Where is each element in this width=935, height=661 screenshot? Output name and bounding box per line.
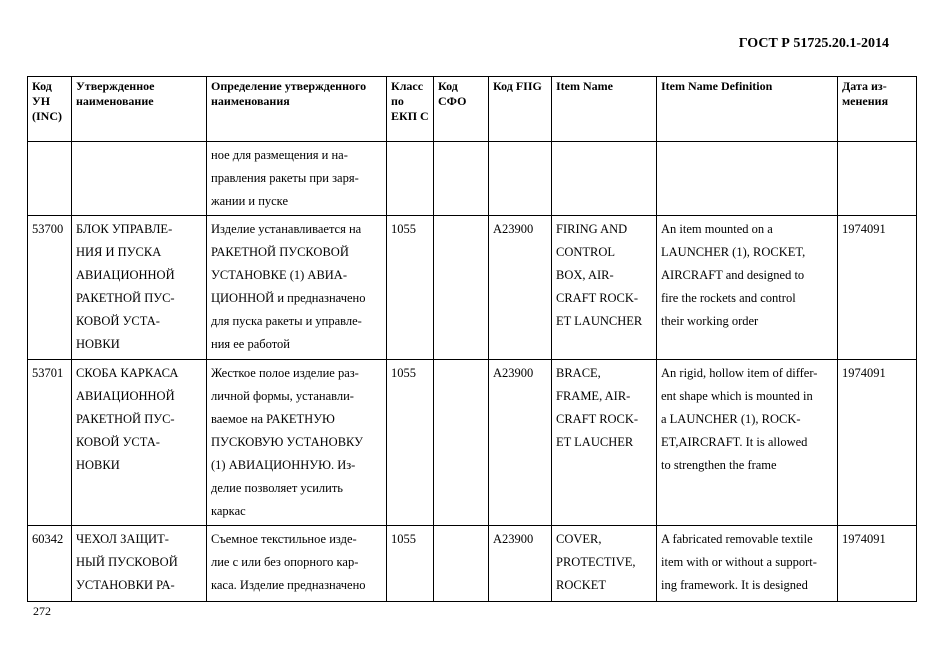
column-header: Код СФО (434, 77, 489, 142)
column-header: Определение утвержденного наименования (207, 77, 387, 142)
cell-line: BRACE, (556, 366, 601, 380)
cell-line: РАКЕТНОЙ ПУС- (76, 291, 175, 305)
cell-definition (207, 526, 387, 602)
column-header: Класс по ЕКП С (387, 77, 434, 142)
cell-line: LAUNCHER (1), ROCKET, (661, 245, 806, 259)
cell-line: BOX, AIR- (556, 268, 614, 282)
cell-fiig: A23900 (489, 360, 552, 526)
cell-class: 1055 (387, 360, 434, 526)
cell-line: каркас (211, 504, 246, 518)
cell-line: Жесткое полое изделие раз- (211, 366, 359, 380)
cell-line: делие позволяет усилить (211, 481, 343, 495)
cell-line: ET LAUCHER (556, 435, 634, 449)
cell-line: ное для размещения и на- (211, 148, 348, 162)
cell-line: ваемое на РАКЕТНУЮ (211, 412, 335, 426)
cell-line: каса. Изделие предназначено (211, 578, 366, 592)
cell-inc: 53700 (28, 216, 72, 360)
cell-line: НОВКИ (76, 337, 120, 351)
cell-item-def (657, 360, 838, 526)
column-header: Утвержденное наименование (72, 77, 207, 142)
cell-line: ET,AIRCRAFT. It is allowed (661, 435, 808, 449)
cell-name (72, 142, 207, 216)
cell-line: ПУСКОВУЮ УСТАНОВКУ (211, 435, 363, 449)
cell-line: для пуска ракеты и управле- (211, 314, 362, 328)
cell-line: личной формы, устанавли- (211, 389, 354, 403)
cell-inc (28, 142, 72, 216)
cell-line: РАКЕТНОЙ ПУСКОВОЙ (211, 245, 349, 259)
page-number: 272 (33, 604, 51, 618)
cell-line: жании и пуске (211, 194, 288, 208)
cell-class: 1055 (387, 216, 434, 360)
cell-line: ЧЕХОЛ ЗАЩИТ- (76, 532, 169, 546)
table-row (28, 360, 917, 526)
cell-line: An rigid, hollow item of differ- (661, 366, 818, 380)
cell-line: to strengthen the frame (661, 458, 777, 472)
cell-line: НЫЙ ПУСКОВОЙ (76, 555, 178, 569)
document-code: ГОСТ Р 51725.20.1-2014 (738, 36, 889, 51)
column-header: Код УН (INC) (28, 77, 72, 142)
cell-line: ROCKET (556, 578, 606, 592)
cell-line: РАКЕТНОЙ ПУС- (76, 412, 175, 426)
cell-item-def (657, 142, 838, 216)
cell-line: НОВКИ (76, 458, 120, 472)
cell-class: 1055 (387, 526, 434, 602)
cell-class (387, 142, 434, 216)
cell-name (72, 216, 207, 360)
cell-inc: 53701 (28, 360, 72, 526)
cell-line: правления ракеты при заря- (211, 171, 359, 185)
cell-line: FIRING AND (556, 222, 628, 236)
cell-fiig (489, 142, 552, 216)
cell-sfo (434, 526, 489, 602)
cell-line: COVER, (556, 532, 602, 546)
cell-line: An item mounted on a (661, 222, 773, 236)
cell-line: УСТАНОВКЕ (1) АВИА- (211, 268, 347, 282)
cell-item-name (552, 526, 657, 602)
cell-line: CRAFT ROCK- (556, 412, 639, 426)
cell-fiig: A23900 (489, 216, 552, 360)
cell-line: АВИАЦИОННОЙ (76, 268, 175, 282)
cell-name (72, 526, 207, 602)
column-header: Item Name Definition (657, 77, 838, 142)
cell-item-name (552, 360, 657, 526)
column-header: Item Name (552, 77, 657, 142)
cell-line: fire the rockets and control (661, 291, 796, 305)
cell-date: 1974091 (838, 526, 917, 602)
cell-line: a LAUNCHER (1), ROCK- (661, 412, 801, 426)
cell-line: item with or without a support- (661, 555, 817, 569)
cell-name (72, 360, 207, 526)
cell-line: CONTROL (556, 245, 616, 259)
cell-line: ЦИОННОЙ и предназначено (211, 291, 366, 305)
cell-line: Изделие устанавливается на (211, 222, 362, 236)
cell-line: Съемное текстильное изде- (211, 532, 357, 546)
cell-line: AIRCRAFT and designed to (661, 268, 805, 282)
cell-sfo (434, 216, 489, 360)
cell-item-def (657, 216, 838, 360)
table-row (28, 216, 917, 360)
cell-item-name (552, 142, 657, 216)
cell-date (838, 142, 917, 216)
cell-line: ent shape which is mounted in (661, 389, 813, 403)
cell-line: УСТАНОВКИ РА- (76, 578, 175, 592)
table-body (28, 142, 917, 602)
cell-date: 1974091 (838, 216, 917, 360)
cell-fiig: A23900 (489, 526, 552, 602)
cell-line: FRAME, AIR- (556, 389, 631, 403)
cell-line: НИЯ И ПУСКА (76, 245, 162, 259)
column-header: Код FIIG (489, 77, 552, 142)
table-row (28, 142, 917, 216)
cell-line: A fabricated removable textile (661, 532, 813, 546)
cell-date: 1974091 (838, 360, 917, 526)
cell-line: КОВОЙ УСТА- (76, 435, 160, 449)
cell-definition (207, 142, 387, 216)
table-header-row (28, 77, 917, 142)
cell-line: PROTECTIVE, (556, 555, 636, 569)
cell-line: (1) АВИАЦИОННУЮ. Из- (211, 458, 356, 472)
cell-definition (207, 216, 387, 360)
cell-sfo (434, 142, 489, 216)
cell-line: CRAFT ROCK- (556, 291, 639, 305)
table-row (28, 526, 917, 602)
cell-line: КОВОЙ УСТА- (76, 314, 160, 328)
cell-line: their working order (661, 314, 759, 328)
cell-inc: 60342 (28, 526, 72, 602)
cell-item-name (552, 216, 657, 360)
cell-line: ния ее работой (211, 337, 290, 351)
cell-line: лие с или без опорного кар- (211, 555, 359, 569)
cell-definition (207, 360, 387, 526)
cell-line: ing framework. It is designed (661, 578, 808, 592)
column-header: Дата из- менения (838, 77, 917, 142)
catalog-table (27, 76, 917, 602)
cell-item-def (657, 526, 838, 602)
cell-line: ET LAUNCHER (556, 314, 643, 328)
cell-sfo (434, 360, 489, 526)
cell-line: СКОБА КАРКАСА (76, 366, 179, 380)
cell-line: АВИАЦИОННОЙ (76, 389, 175, 403)
cell-line: БЛОК УПРАВЛЕ- (76, 222, 173, 236)
